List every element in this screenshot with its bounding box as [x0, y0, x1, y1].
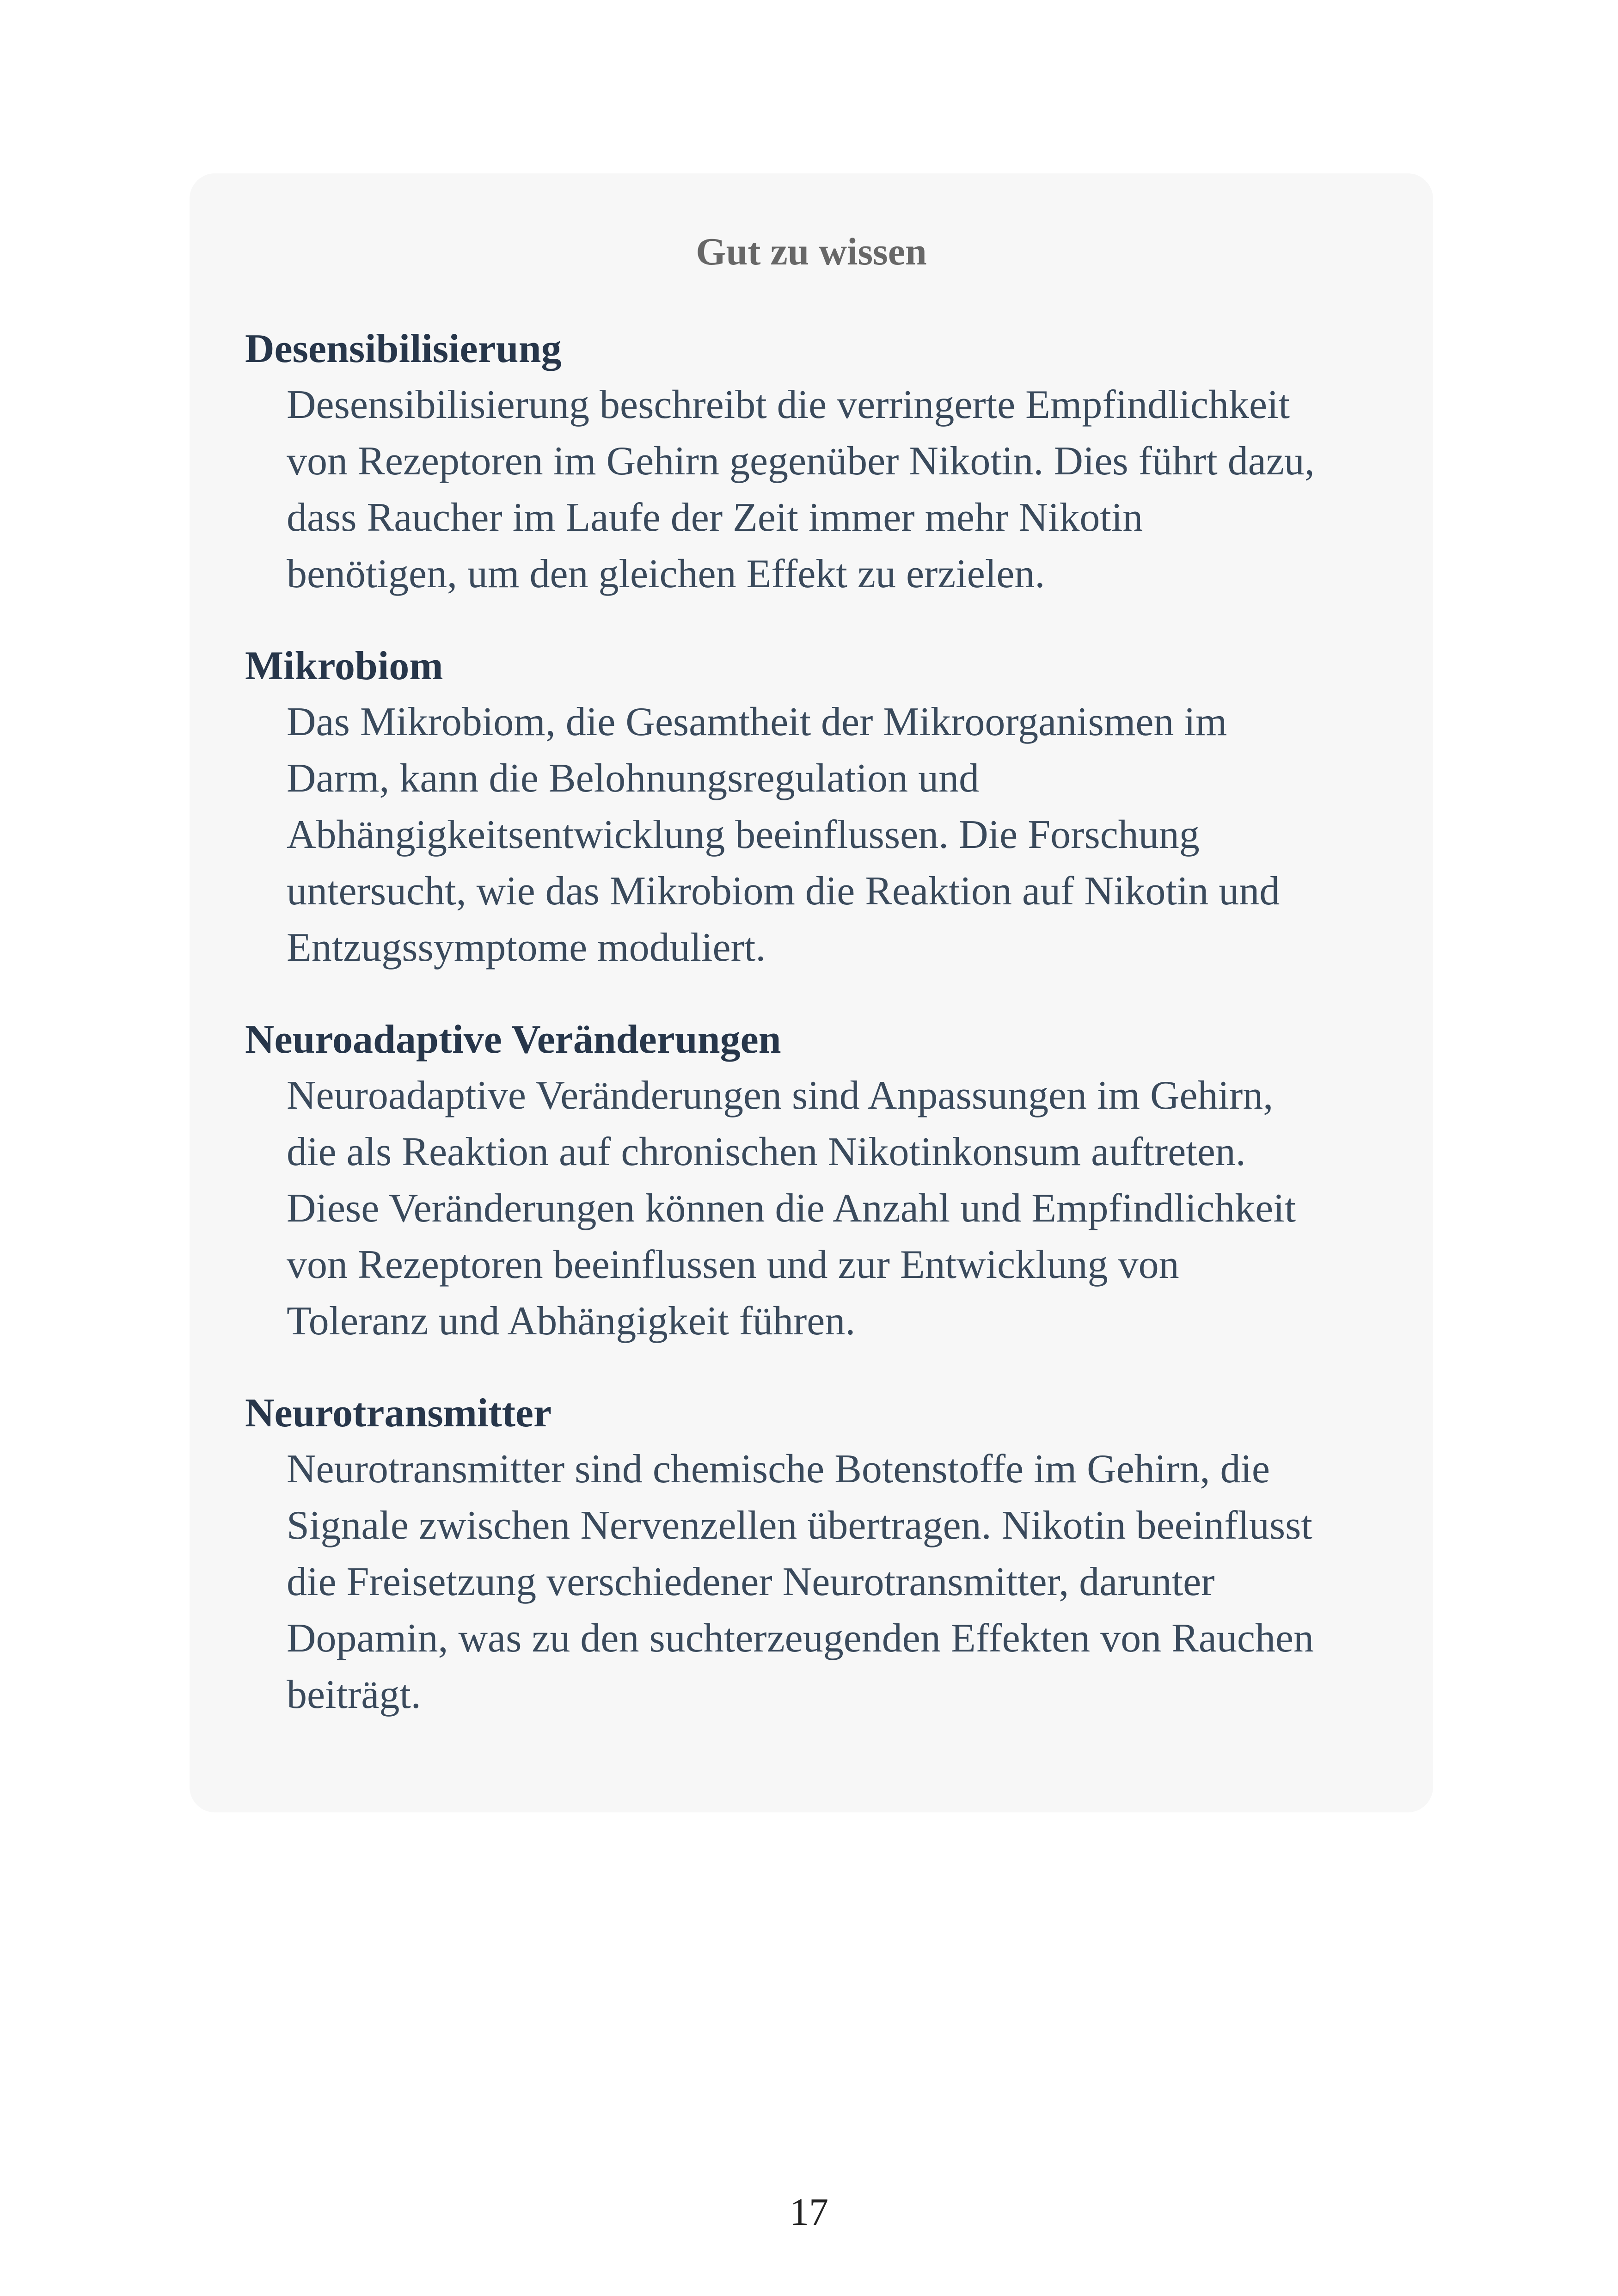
- glossary-term: Neuroadaptive Veränderungen: [245, 1017, 781, 1062]
- glossary-definition: Neurotransmitter sind chemische Botenstoffe im Gehirn, die Signale zwischen Nervenzellen übertragen. Nikotin beeinflusst die Freisetzung verschiedener Neurotransmitter, darunter Dopamin, was zu den suchterzeugenden Effekten von Rauchen beiträgt.: [287, 1447, 1314, 1717]
- glossary-entry: [245, 1386, 1378, 1723]
- glossary-entry: [245, 321, 1378, 602]
- page-number: 17: [790, 2191, 828, 2234]
- glossary-definition: Desensibilisierung beschreibt die verringerte Empfindlichkeit von Rezeptoren im Gehirn gegenüber Nikotin. Dies führt dazu, dass Raucher im Laufe der Zeit immer mehr Nikotin benötigen, um den gleichen Effekt zu erzielen.: [287, 382, 1315, 596]
- glossary-definition: Neuroadaptive Veränderungen sind Anpassungen im Gehirn, die als Reaktion auf chronischen Nikotinkonsum auftreten. Diese Veränderungen können die Anzahl und Empfindlichkeit von Rezeptoren beeinflussen und zur Entwicklung von Toleranz und Abhängigkeit führen.: [287, 1073, 1296, 1344]
- info-box: [190, 173, 1433, 1812]
- glossary-entry: [245, 1012, 1378, 1350]
- glossary-term: Neurotransmitter: [245, 1391, 552, 1436]
- info-box-title: Gut zu wissen: [696, 230, 927, 273]
- glossary-term: Mikrobiom: [245, 644, 443, 688]
- glossary-entry: [245, 638, 1378, 976]
- glossary-term: Desensibilisierung: [245, 326, 562, 371]
- glossary-definition: Das Mikrobiom, die Gesamtheit der Mikroorganismen im Darm, kann die Belohnungsregulation und Abhängigkeitsentwicklung beeinflussen. Die Forschung untersucht, wie das Mikrobiom die Reaktion auf Nikotin und Entzugssymptome moduliert.: [287, 700, 1280, 970]
